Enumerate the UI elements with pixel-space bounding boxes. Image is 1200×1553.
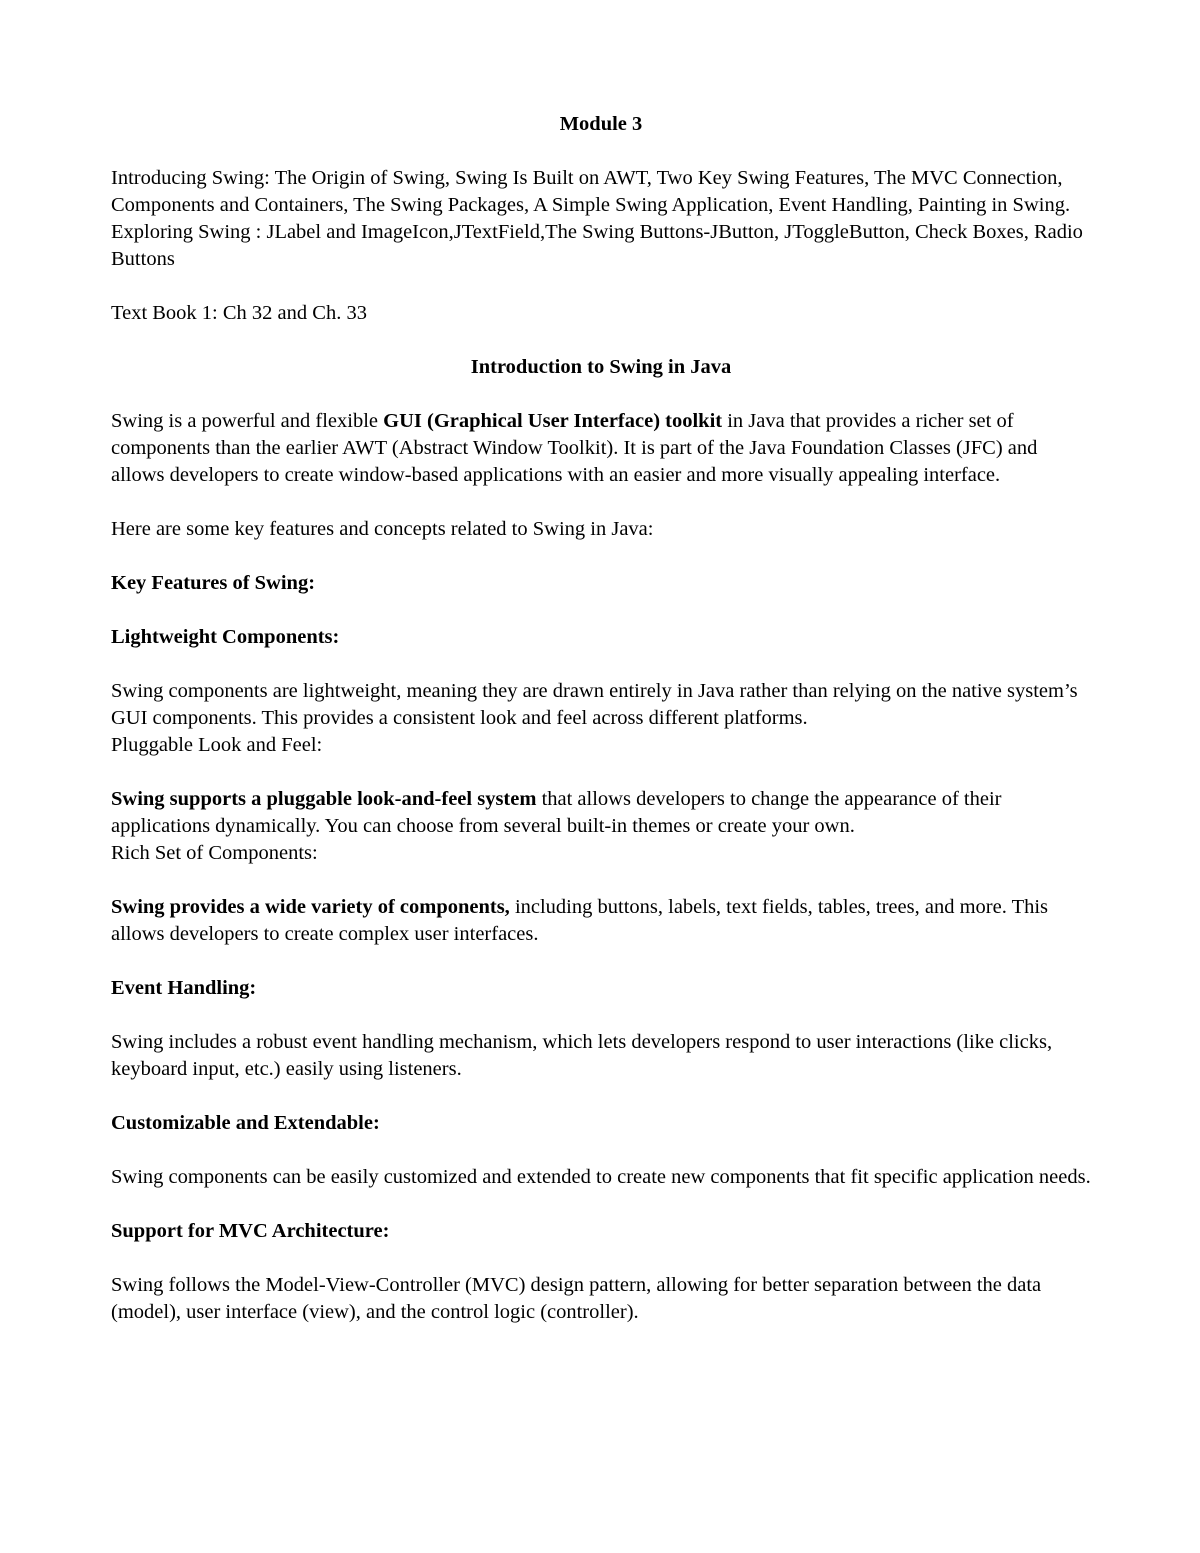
section-title: Introduction to Swing in Java xyxy=(470,356,732,378)
key-features-heading: Key Features of Swing: xyxy=(111,572,316,594)
lightweight-heading: Lightweight Components: xyxy=(111,626,340,648)
page-content xyxy=(111,111,1091,1326)
mvc-body: Swing follows the Model-View-Controller (MVC) design pattern, allowing for better separation between the data (model), user interface (view), and the control logic (controller). xyxy=(111,1274,1042,1323)
rich-bold: Swing provides a wide variety of components, xyxy=(111,896,510,918)
textbook-reference: Text Book 1: Ch 32 and Ch. 33 xyxy=(111,302,367,324)
pluggable-subheading: Pluggable Look and Feel: xyxy=(111,734,323,756)
intro-paragraph xyxy=(111,408,1091,489)
customizable-heading: Customizable and Extendable: xyxy=(111,1112,380,1134)
module-title: Module 3 xyxy=(559,113,643,135)
pluggable-body: that allows developers to change the appearance of their applications dynamically. You can choose from several built-in themes or create your own. xyxy=(111,788,1002,837)
lightweight-body: Swing components are lightweight, meaning they are drawn entirely in Java rather than relying on the native system’s GUI components. This provides a consistent look and feel across different platforms. xyxy=(111,680,1078,729)
intro-bold-term: GUI (Graphical User Interface) toolkit xyxy=(383,410,723,432)
key-features-intro: Here are some key features and concepts related to Swing in Java: xyxy=(111,518,654,540)
pluggable-bold: Swing supports a pluggable look-and-feel system xyxy=(111,788,537,810)
rich-body: including buttons, labels, text fields, tables, trees, and more. This allows developers to create complex user interfaces. xyxy=(111,896,1049,945)
syllabus-exploring: Exploring Swing : JLabel and ImageIcon,JTextField,The Swing Buttons-JButton, JToggleButton, Check Boxes, Radio Buttons xyxy=(111,221,1083,270)
event-handling-body: Swing includes a robust event handling mechanism, which lets developers respond to user interactions (like clicks, keyboard input, etc.) easily using listeners. xyxy=(111,1031,1053,1080)
pluggable-paragraph xyxy=(111,786,1091,840)
customizable-body: Swing components can be easily customized and extended to create new components that fit specific application needs. xyxy=(111,1166,1091,1188)
rich-subheading: Rich Set of Components: xyxy=(111,842,318,864)
syllabus-intro: Introducing Swing: The Origin of Swing, Swing Is Built on AWT, Two Key Swing Features, The MVC Connection, Components and Containers, The Swing Packages, A Simple Swing Application, Event Handling, Painting in Swing. xyxy=(111,167,1071,216)
rich-paragraph xyxy=(111,894,1091,948)
intro-text-1: Swing is a powerful and flexible xyxy=(111,410,384,432)
mvc-heading: Support for MVC Architecture: xyxy=(111,1220,390,1242)
event-handling-heading: Event Handling: xyxy=(111,977,257,999)
intro-text-2: in Java that provides a richer set of components than the earlier AWT (Abstract Window Toolkit). It is part of the Java Foundation Classes (JFC) and allows developers to create window-based applications with an easier and more visually appealing interface. xyxy=(111,410,1038,486)
